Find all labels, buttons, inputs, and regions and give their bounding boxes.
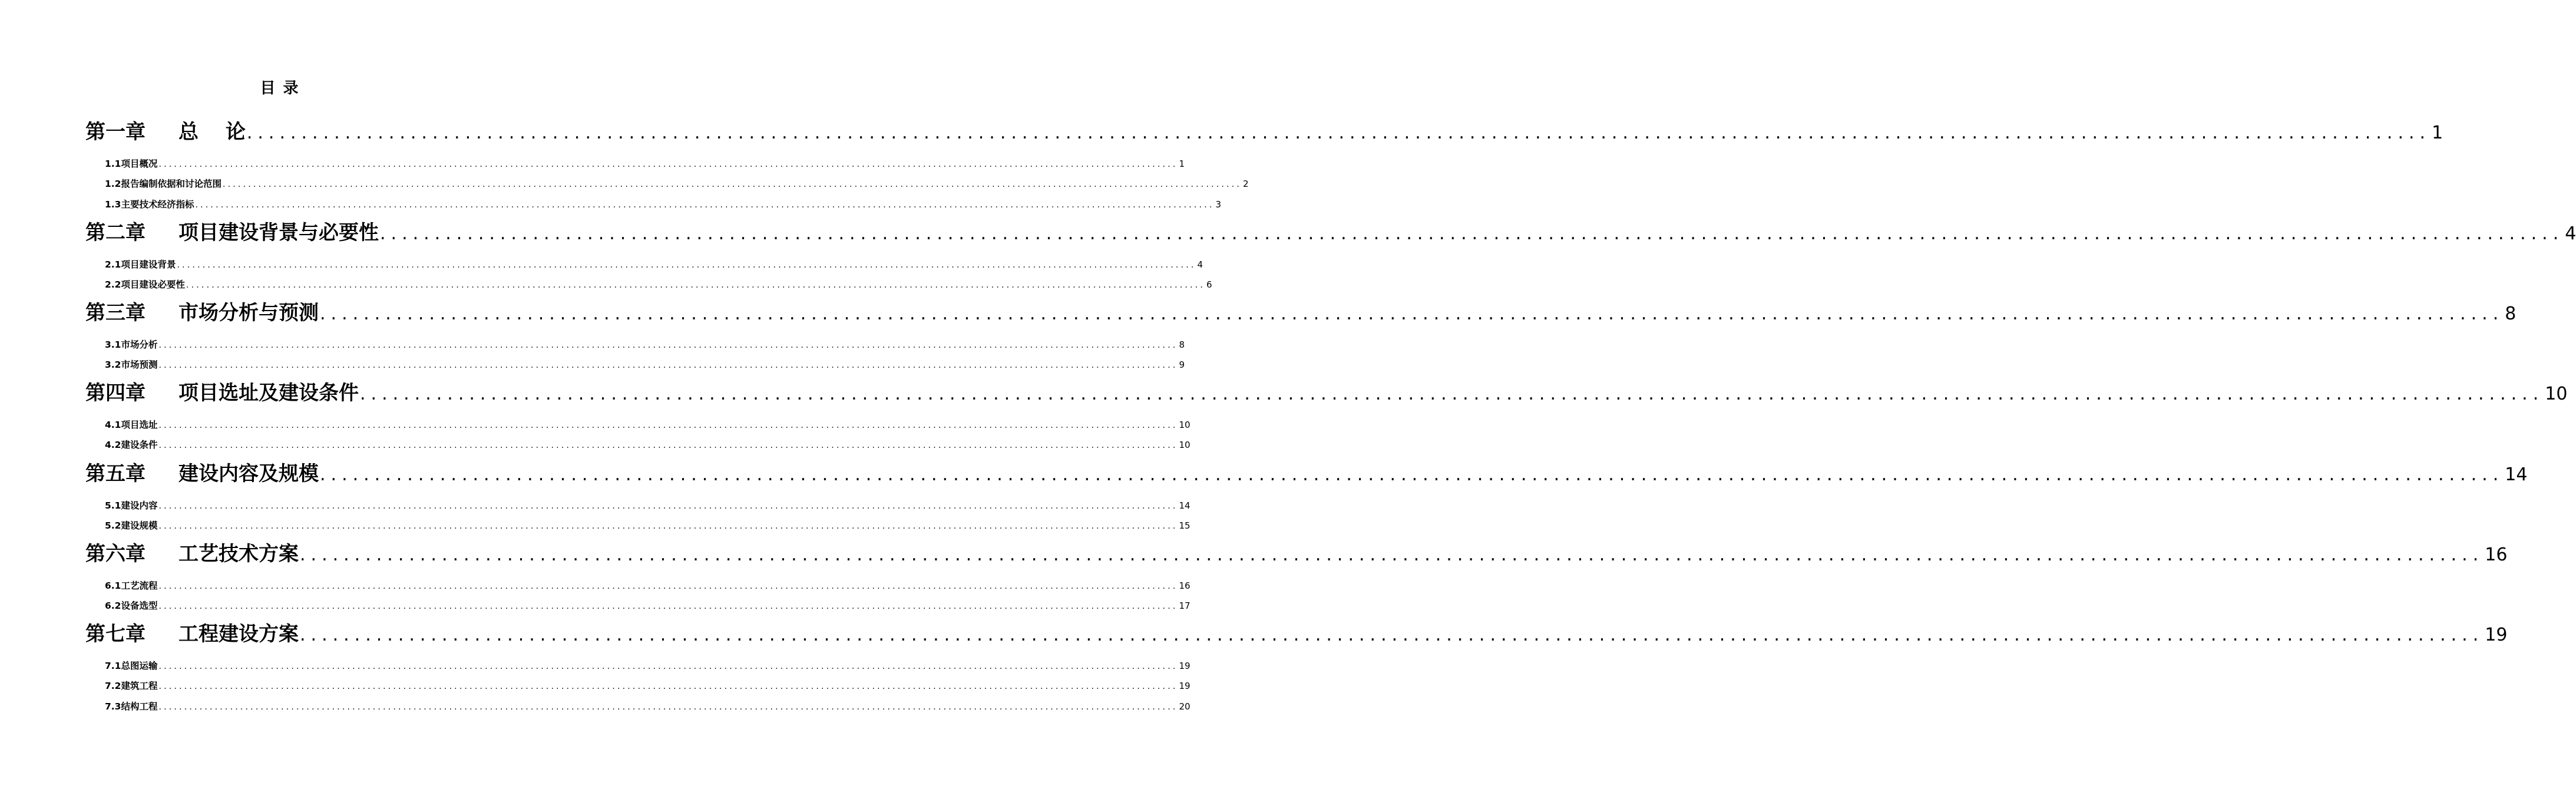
dot-leader: ........................................................................................................................................................................................................ [158,522,1178,532]
dot-leader: ........................................................................................................................................................................................................ [158,501,1178,511]
toc-section-row[interactable] [105,659,1191,673]
section-title: 6.2设备选型 [105,600,158,612]
toc-section-row[interactable] [105,699,1191,714]
dot-leader: ........................................................................................................................................................................................................ [158,160,1178,169]
chapter-number: 第三章 [85,301,146,325]
toc-section-row[interactable] [105,358,1185,372]
chapter-number: 第五章 [85,462,146,486]
dot-leader: ........................................................................................................................................................................................................ [158,682,1178,692]
page-number: 10 [1179,440,1191,451]
section-title: 7.3结构工程 [105,701,158,712]
page-number: 10 [1179,420,1191,430]
page-number: 10 [2545,384,2568,404]
page-number: 19 [2485,625,2508,645]
toc-section-row[interactable] [105,338,1185,352]
toc-title: 目 录 [260,80,300,97]
chapter-title: 总 论 [178,120,246,144]
dot-leader: ........................................................................................................................................................................................................ [320,464,2504,485]
dot-leader: ........................................................................................................................................................................................................ [222,180,1242,190]
toc-chapter-row[interactable] [85,219,2576,247]
page-number: 8 [1179,339,1185,350]
chapter-title: 工程建设方案 [178,622,299,646]
section-title: 4.2建设条件 [105,440,158,451]
toc-chapter-row[interactable] [85,379,2568,407]
dot-leader: ........................................................................................................................................................................................................ [158,662,1178,671]
dot-leader: ........................................................................................................................................................................................................ [158,702,1178,712]
page-number: 19 [1179,681,1191,692]
section-title: 5.1建设内容 [105,500,158,511]
page-number: 1 [2432,123,2443,143]
section-title: 6.1工艺流程 [105,580,158,591]
dot-leader: ........................................................................................................................................................................................................ [158,361,1178,371]
dot-leader: ........................................................................................................................................................................................................ [360,384,2544,404]
chapter-number: 第一章 [85,120,146,144]
dot-leader: ........................................................................................................................................................................................................ [246,123,2431,143]
dot-leader: ........................................................................................................................................................................................................ [380,223,2564,244]
dot-leader: ........................................................................................................................................................................................................ [320,303,2504,324]
section-title: 2.1项目建设背景 [105,259,176,270]
toc-section-row[interactable] [105,177,1249,191]
chapter-title: 市场分析与预测 [178,301,319,325]
section-title: 4.1项目选址 [105,420,158,430]
section-title: 2.2项目建设必要性 [105,279,185,291]
dot-leader: ........................................................................................................................................................................................................ [158,582,1178,591]
dot-leader: ........................................................................................................................................................................................................ [177,260,1196,270]
toc-chapter-row[interactable] [85,540,2508,568]
toc-chapter-row[interactable] [85,299,2517,327]
chapter-title: 项目选址及建设条件 [178,381,359,405]
section-title: 5.2建设规模 [105,520,158,532]
chapter-title: 项目建设背景与必要性 [178,221,379,245]
chapter-number: 第六章 [85,542,146,566]
toc-section-row[interactable] [105,679,1191,693]
toc-section-row[interactable] [105,579,1191,593]
page-number: 1 [1179,159,1185,169]
toc-section-row[interactable] [105,599,1191,613]
chapter-title: 工艺技术方案 [178,542,299,566]
dot-leader: ........................................................................................................................................................................................................ [158,602,1178,612]
chapter-title: 建设内容及规模 [178,462,319,486]
section-title: 7.1总图运输 [105,661,158,671]
page-number: 17 [1179,600,1191,612]
toc-section-row[interactable] [105,499,1191,513]
page-number: 15 [1179,520,1191,532]
toc-section-row[interactable] [105,157,1185,171]
page-number: 2 [1243,179,1249,190]
toc-section-row[interactable] [105,278,1212,292]
dot-leader: ........................................................................................................................................................................................................ [158,341,1178,350]
section-title: 1.3主要技术经济指标 [105,199,194,210]
dot-leader: ........................................................................................................................................................................................................ [186,280,1206,291]
section-title: 3.2市场预测 [105,359,158,371]
page-number: 20 [1179,701,1191,712]
dot-leader: ........................................................................................................................................................................................................ [158,441,1178,451]
page-number: 4 [2565,223,2576,244]
chapter-number: 第二章 [85,221,146,245]
toc-chapter-row[interactable] [85,620,2508,648]
dot-leader: ........................................................................................................................................................................................................ [158,421,1178,430]
dot-leader: ........................................................................................................................................................................................................ [300,625,2484,645]
section-title: 1.1项目概况 [105,159,158,169]
page-number: 8 [2505,303,2517,324]
page-number: 4 [1197,259,1203,270]
section-title: 3.1市场分析 [105,339,158,350]
page-number: 14 [2505,464,2528,485]
chapter-number: 第七章 [85,622,146,646]
toc-section-row[interactable] [105,418,1191,432]
section-title: 7.2建筑工程 [105,681,158,692]
toc-chapter-row[interactable] [85,118,2443,146]
page-number: 19 [1179,661,1191,671]
chapter-number: 第四章 [85,381,146,405]
page-number: 6 [1206,279,1212,291]
dot-leader: ........................................................................................................................................................................................................ [195,200,1215,210]
page-number: 9 [1179,359,1185,371]
toc-section-row[interactable] [105,258,1203,272]
section-title: 1.2报告编制依据和讨论范围 [105,179,221,190]
dot-leader: ........................................................................................................................................................................................................ [300,544,2484,565]
page-number: 3 [1215,199,1222,210]
page-number: 14 [1179,500,1191,511]
toc-section-row[interactable] [105,519,1191,533]
toc-section-row[interactable] [105,197,1222,212]
toc-chapter-row[interactable] [85,460,2528,488]
page-number: 16 [2485,544,2508,565]
page-number: 16 [1179,580,1191,591]
toc-section-row[interactable] [105,438,1191,452]
